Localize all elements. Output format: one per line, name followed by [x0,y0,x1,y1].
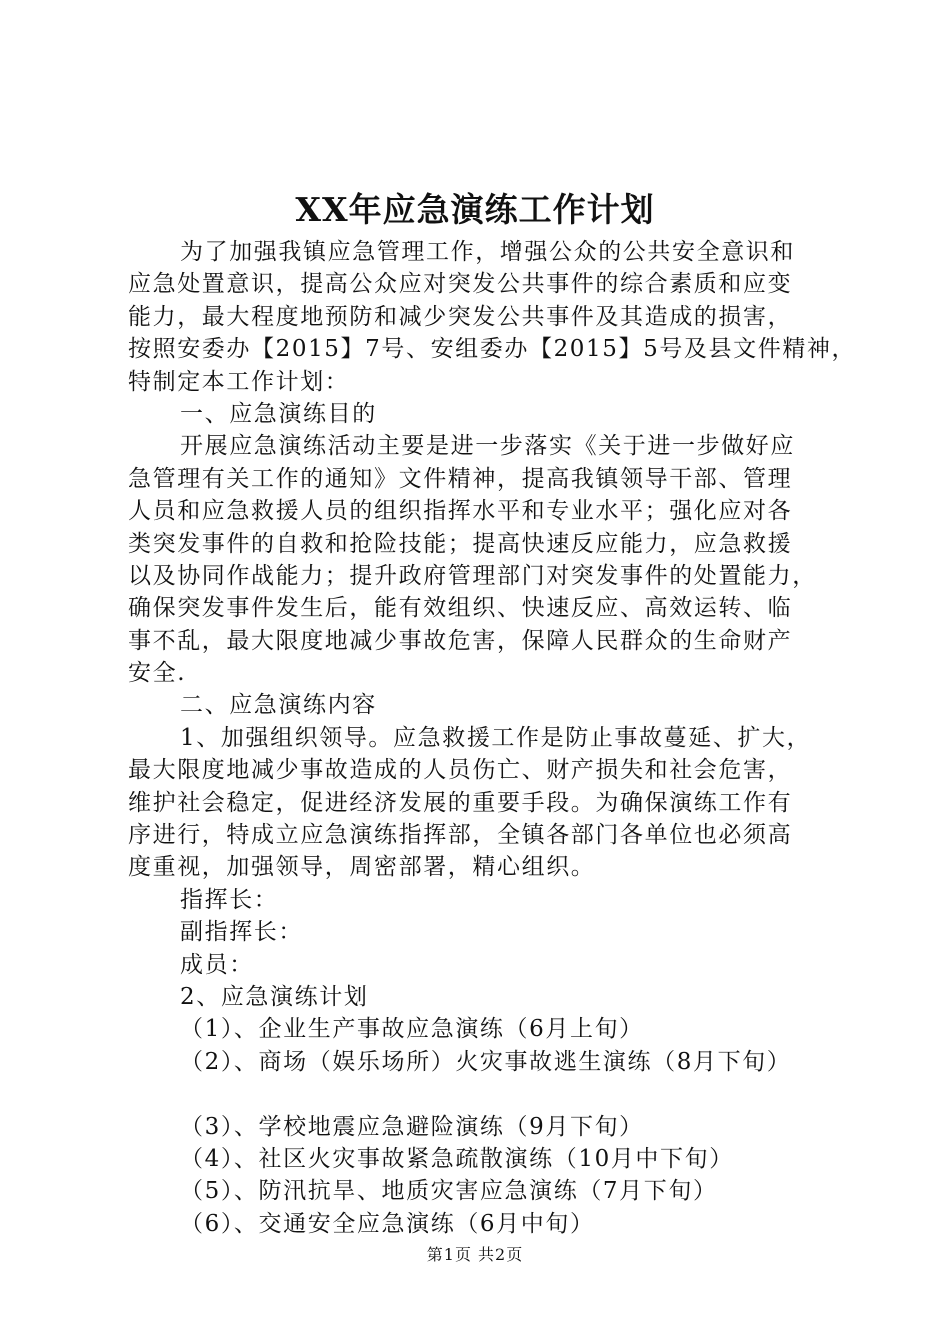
intro-line: 应急处置意识，提高公众应对突发公共事件的综合素质和应变 [128,271,793,298]
plan-heading: 2、应急演练计划 [180,983,369,1010]
purpose-line: 开展应急演练活动主要是进一步落实《关于进一步做好应 [180,433,795,460]
deputy-commander-label: 副指挥长： [180,919,303,946]
content-line: 度重视，加强领导，周密部署，精心组织。 [128,854,596,881]
intro-line: 特制定本工作计划： [128,368,350,395]
purpose-line: 急管理有关工作的通知》文件精神，提高我镇领导干部、管理 [128,465,793,492]
purpose-line: 类突发事件的自救和抢险技能；提高快速反应能力，应急救援 [128,530,793,557]
members-label: 成员： [180,951,254,978]
purpose-line: 安全. [128,660,187,687]
content-line: 序进行，特成立应急演练指挥部，全镇各部门各单位也必须高 [128,822,793,849]
purpose-line: 事不乱，最大限度地减少事故危害，保障人民群众的生命财产 [128,627,793,654]
purpose-line: 人员和应急救援人员的组织指挥水平和专业水平；强化应对各 [128,498,793,525]
plan-item: （3）、学校地震应急避险演练（9月下旬） [180,1113,644,1140]
intro-line: 为了加强我镇应急管理工作，增强公众的公共安全意识和 [180,239,795,265]
page-number: 第1页 共2页 [426,1245,524,1264]
content-line: 维护社会稳定，促进经济发展的重要手段。为确保演练工作有 [128,789,793,816]
intro-line: 按照安委办【2015】7号、安组委办【2015】5号及县文件精神， [128,336,857,363]
plan-item: （2）、商场（娱乐场所）火灾事故逃生演练（8月下旬） [180,1048,792,1075]
plan-item: （5）、防汛抗旱、地质灾害应急演练（7月下旬） [180,1178,718,1205]
section-heading-purpose: 一、应急演练目的 [180,400,377,427]
intro-line: 能力，最大程度地预防和减少突发公共事件及其造成的损害， [128,303,793,330]
purpose-line: 以及协同作战能力；提升政府管理部门对突发事件的处置能力， [128,562,817,589]
content-line: 1、加强组织领导。应急救援工作是防止事故蔓延、扩大， [180,724,812,751]
document-title: XX年应急演练工作计划 [295,190,655,229]
commander-label: 指挥长： [180,886,279,913]
plan-item: （6）、交通安全应急演练（6月中旬） [180,1210,595,1237]
content-line: 最大限度地减少事故造成的人员伤亡、财产损失和社会危害， [128,757,793,784]
document-body [128,236,857,1240]
blank-line [128,1078,840,1110]
plan-item: （4）、社区火灾事故紧急疏散演练（10月中下旬） [180,1145,734,1172]
plan-item: （1）、企业生产事故应急演练（6月上旬） [180,1016,644,1043]
section-heading-content: 二、应急演练内容 [180,692,377,719]
purpose-line: 确保突发事件发生后，能有效组织、快速反应、高效运转、临 [128,595,793,622]
